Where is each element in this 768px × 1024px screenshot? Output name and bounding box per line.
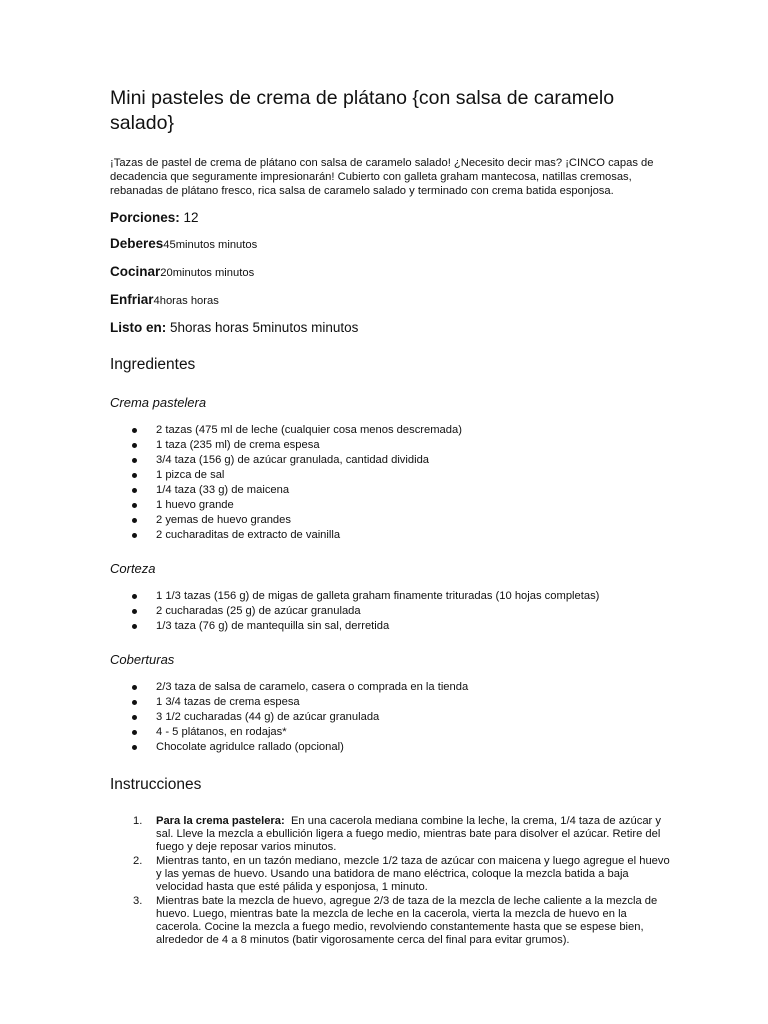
bullet-icon <box>132 488 137 493</box>
chill-time-label: Enfriar <box>110 292 154 307</box>
step-bold-label: Para la crema pastelera: <box>156 815 285 827</box>
instructions-list <box>110 815 670 947</box>
servings-line <box>110 210 670 225</box>
prep-time-label: Deberes <box>110 236 164 251</box>
chill-time-line <box>110 292 670 309</box>
prep-time-line <box>110 236 670 253</box>
cook-time-value: 20minutos minutos <box>160 267 255 279</box>
list-item: 2 cucharadas (25 g) de azúcar granulada <box>110 604 670 619</box>
cook-time-line <box>110 264 670 281</box>
step-number: 2. <box>133 855 143 867</box>
step-text: En una cacerola mediana combine la leche, la crema, 1/4 taza de azúcar y sal. Lleve la mezcla a ebullición ligera a fuego medio, mientras bate para disolver el azúcar. Retire del fuego y deje reposar varios minutos. <box>156 815 665 853</box>
servings-value: 12 <box>179 210 199 225</box>
cook-time-label: Cocinar <box>110 264 161 279</box>
list-item: 1 taza (235 ml) de crema espesa <box>110 438 670 453</box>
bullet-icon <box>132 533 137 538</box>
ready-time-label: Listo en: <box>110 320 167 335</box>
list-item: 1 pizca de sal <box>110 468 670 483</box>
bullet-icon <box>132 428 137 433</box>
bullet-icon <box>132 715 137 720</box>
recipe-title: Mini pasteles de crema de plátano {con salsa de caramelo salado} <box>110 87 615 134</box>
crust-list <box>110 589 670 634</box>
list-item: 3/4 taza (156 g) de azúcar granulada, cantidad dividida <box>110 453 670 468</box>
bullet-icon <box>132 685 137 690</box>
instruction-step <box>110 815 670 854</box>
custard-heading: Crema pastelera <box>110 395 207 410</box>
bullet-icon <box>132 700 137 705</box>
bullet-icon <box>132 609 137 614</box>
list-item: 2 tazas (475 ml de leche (cualquier cosa menos descremada) <box>110 423 670 438</box>
list-item: 1 1/3 tazas (156 g) de migas de galleta graham finamente trituradas (10 hojas completas) <box>110 589 670 604</box>
prep-time-value: 45minutos minutos <box>163 239 258 251</box>
step-number: 3. <box>133 895 143 907</box>
list-item: 2/3 taza de salsa de caramelo, casera o comprada en la tienda <box>110 680 670 695</box>
bullet-icon <box>132 503 137 508</box>
recipe-content <box>110 86 670 948</box>
servings-label: Porciones: <box>110 210 180 225</box>
ready-time-line <box>110 320 670 335</box>
toppings-heading: Coberturas <box>110 652 175 667</box>
list-item: 1 huevo grande <box>110 498 670 513</box>
list-item: 2 cucharaditas de extracto de vainilla <box>110 528 670 543</box>
list-item: 1/3 taza (76 g) de mantequilla sin sal, derretida <box>110 619 670 634</box>
bullet-icon <box>132 624 137 629</box>
step-number: 1. <box>133 815 143 827</box>
toppings-list <box>110 680 670 755</box>
ingredients-heading: Ingredientes <box>110 356 196 373</box>
bullet-icon <box>132 518 137 523</box>
bullet-icon <box>132 473 137 478</box>
list-item: 1 3/4 tazas de crema espesa <box>110 695 670 710</box>
bullet-icon <box>132 594 137 599</box>
list-item: Chocolate agridulce rallado (opcional) <box>110 740 670 755</box>
step-text: Mientras bate la mezcla de huevo, agregue 2/3 de taza de la mezcla de leche caliente a la mezcla de huevo. Luego, mientras bate la mezcla de leche en la cacerola, vierta la mezcla de huevo en la cacerola. Cocine la mezcla a fuego medio, revolviendo constantemente hasta que se espese bien, alrededor de 4 a 8 minutos (batir vigorosamente cerca del final para evitar grumos). <box>156 895 658 946</box>
bullet-icon <box>132 745 137 750</box>
list-item: 1/4 taza (33 g) de maicena <box>110 483 670 498</box>
custard-list <box>110 423 670 543</box>
list-item: 4 - 5 plátanos, en rodajas* <box>110 725 670 740</box>
bullet-icon <box>132 730 137 735</box>
step-text: Mientras tanto, en un tazón mediano, mezcle 1/2 taza de azúcar con maicena y luego agregue el huevo y las yemas de huevo. Usando una batidora de mano eléctrica, coloque la mezcla batida a baja velocidad hasta que esté pálida y esponjosa, 1 minuto. <box>156 855 670 893</box>
crust-heading: Corteza <box>110 561 156 576</box>
chill-time-value: 4horas horas <box>153 295 219 307</box>
bullet-icon <box>132 458 137 463</box>
recipe-intro: ¡Tazas de pastel de crema de plátano con salsa de caramelo salado! ¿Necesito decir mas? ¡CINCO capas de decadencia que seguramente impresionarán! Cubierto con galleta graham mantecosa, natillas cremosas, rebanadas de plátano fresco, rica salsa de caramelo salado y terminado con crema batida esponjosa. <box>110 157 654 197</box>
list-item: 2 yemas de huevo grandes <box>110 513 670 528</box>
instruction-step <box>110 855 670 894</box>
list-item: 3 1/2 cucharadas (44 g) de azúcar granulada <box>110 710 670 725</box>
instruction-step <box>110 895 670 947</box>
bullet-icon <box>132 443 137 448</box>
ready-time-value: 5horas horas 5minutos minutos <box>166 320 359 335</box>
instructions-heading: Instrucciones <box>110 776 202 793</box>
